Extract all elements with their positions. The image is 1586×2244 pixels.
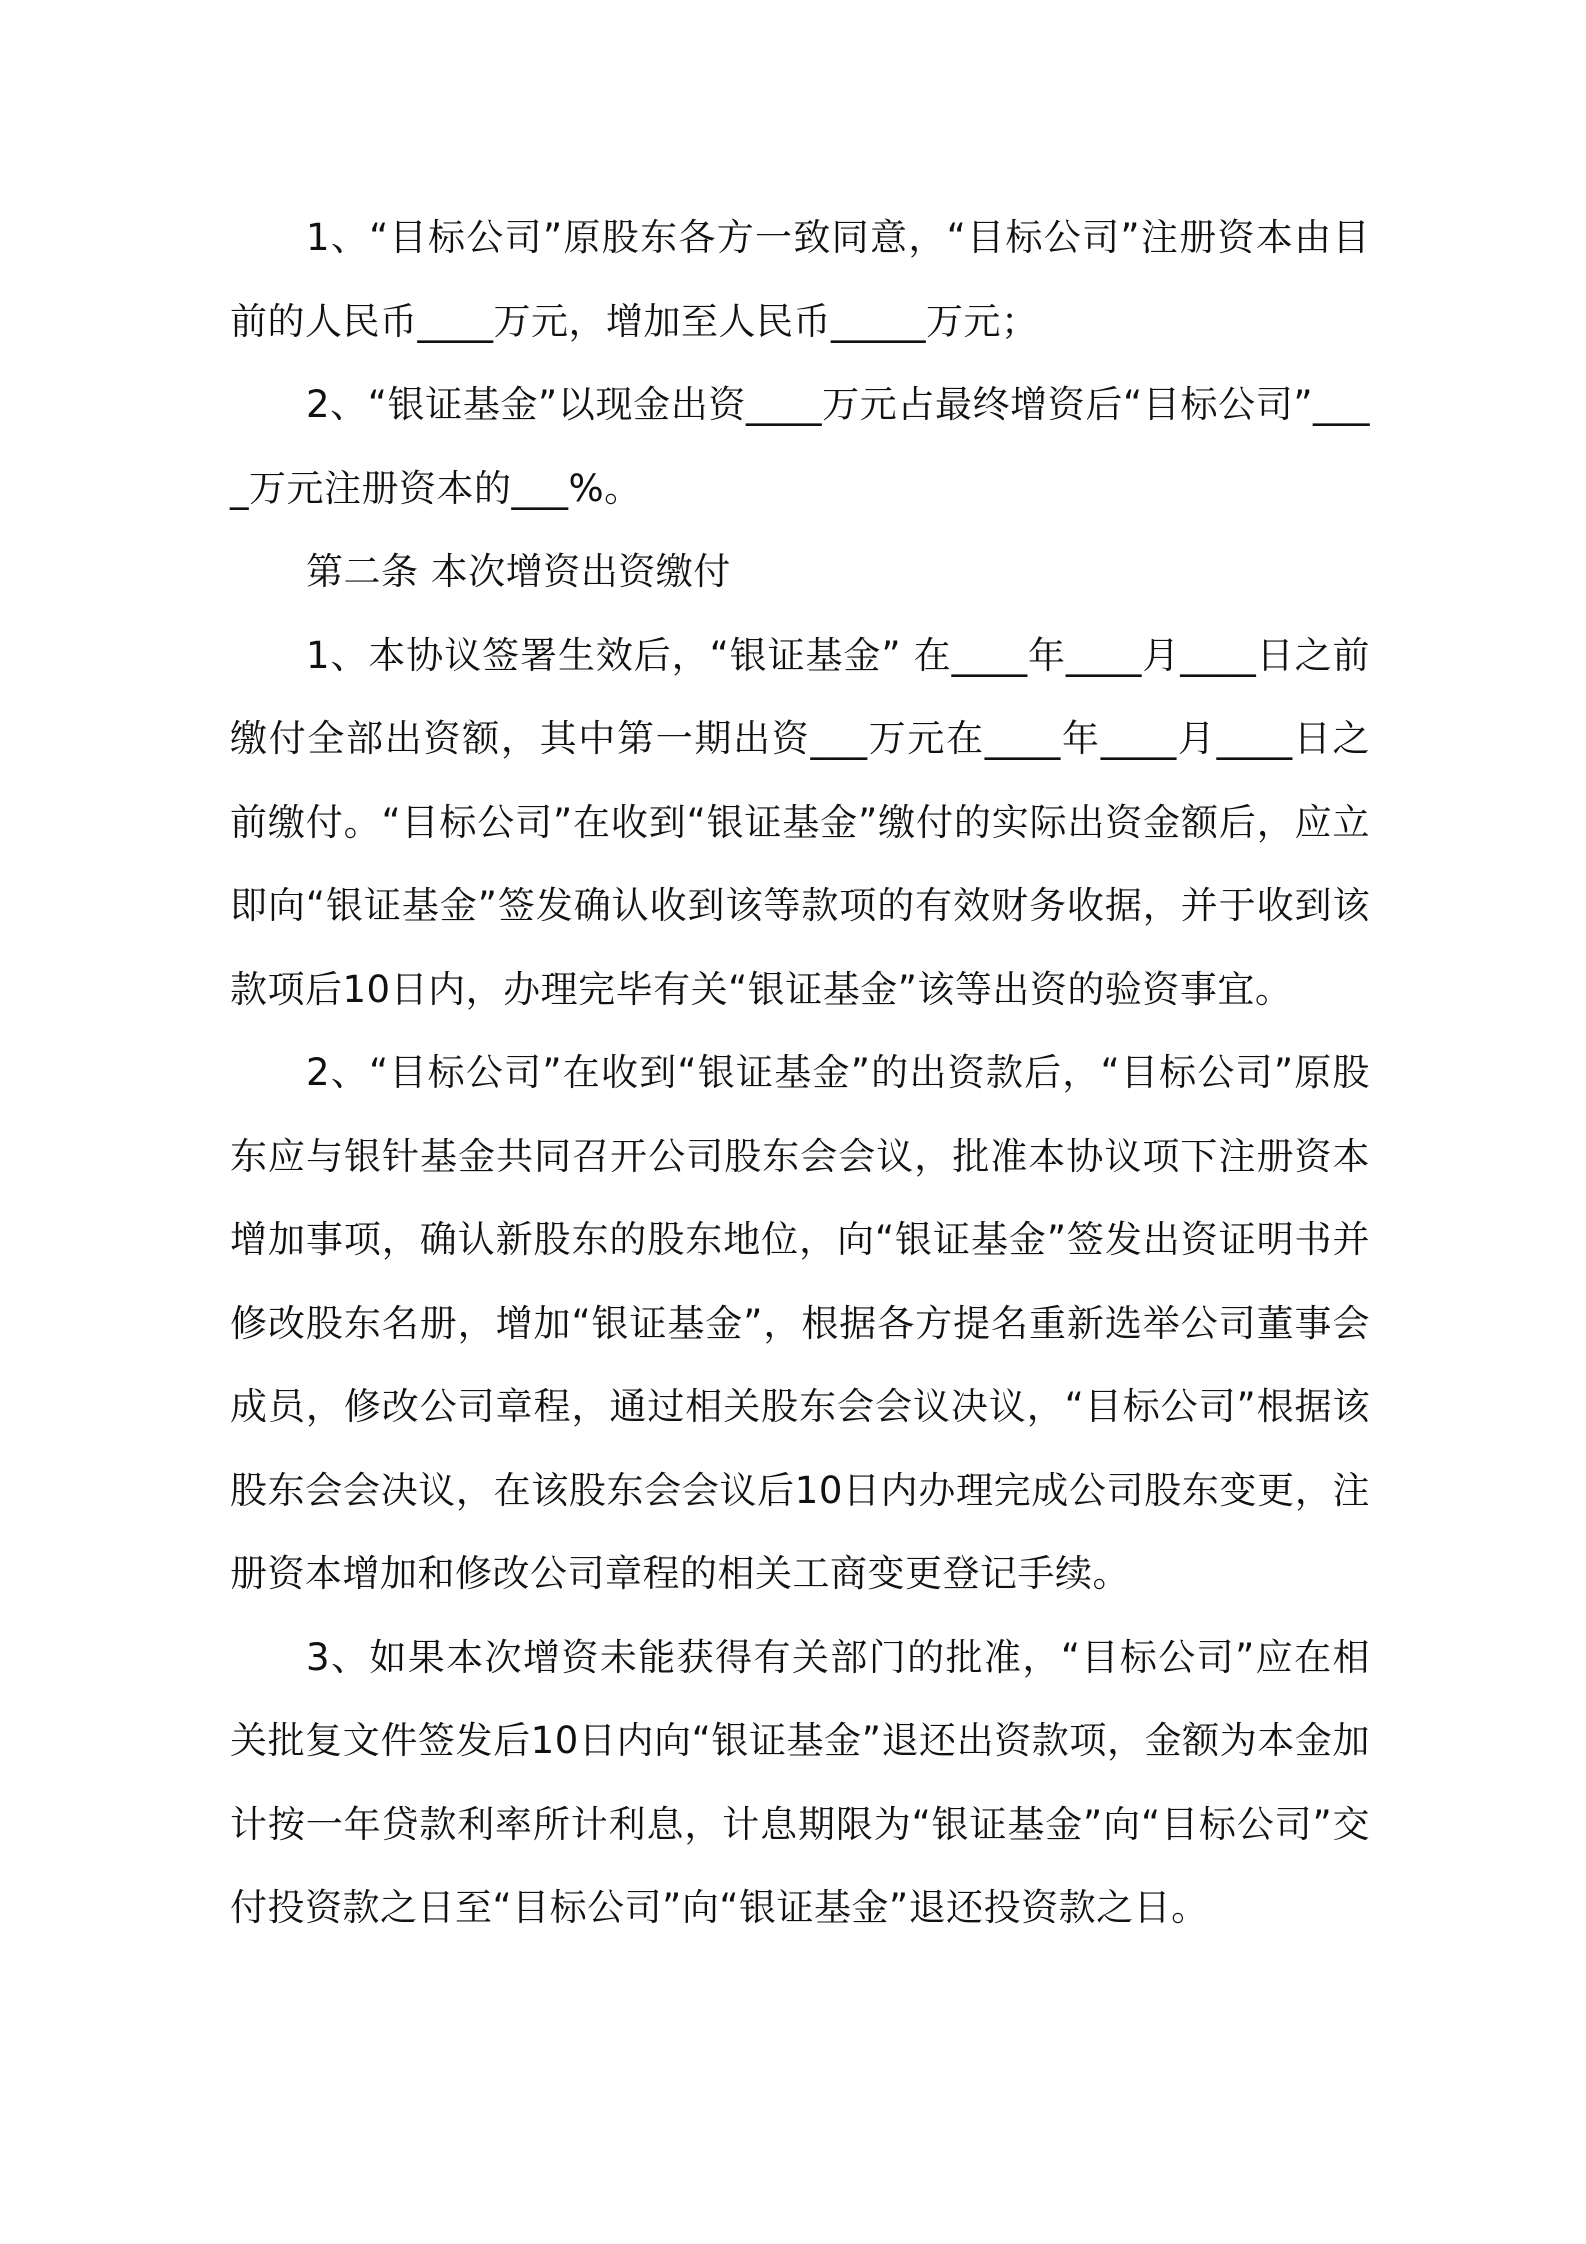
paragraph-shareholder-meeting: 2、“目标公司”在收到“银证基金”的出资款后，“目标公司”原股东应与银针基金共同召开公司股东会会议，批准本协议项下注册资本增加事项，确认新股东的股东地位，向“银证基金”签发出资证明书并修改股东名册，增加“银证基金”，根据各方提名重新选举公司董事会成员，修改公司章程，通过相关股东会会议决议，“目标公司”根据该股东会会决议，在该股东会会议后10日内办理完成公司股东变更，注册资本增加和修改公司章程的相关工商变更登记手续。 (230, 1051, 1370, 1595)
paragraph-fund-contribution: 2、“银证基金”以现金出资____万元占最终增资后“目标公司”____万元注册资本的___%。 (230, 383, 1370, 510)
paragraph-capital-increase: 1、“目标公司”原股东各方一致同意，“目标公司”注册资本由目前的人民币____万元，增加至人民币_____万元； (230, 216, 1370, 343)
paragraph-payment-schedule: 1、本协议签署生效后，“银证基金” 在____年____月____日之前缴付全部出资额，其中第一期出资___万元在____年____月____日之前缴付。“目标公司”在收到“银证基金”缴付的实际出资金额后，应立即向“银证基金”签发确认收到该等款项的有效财务收据，并于收到该款项后10日内，办理完毕有关“银证基金”该等出资的验资事宜。 (230, 633, 1370, 1011)
document-body (230, 196, 1370, 1950)
article-heading: 第二条 本次增资出资缴付 (306, 550, 731, 593)
paragraph-refund-terms: 3、如果本次增资未能获得有关部门的批准，“目标公司”应在相关批复文件签发后10日内向“银证基金”退还出资款项，金额为本金加计按一年贷款利率所计利息，计息期限为“银证基金”向“目标公司”交付投资款之日至“目标公司”向“银证基金”退还投资款之日。 (230, 1635, 1370, 1929)
